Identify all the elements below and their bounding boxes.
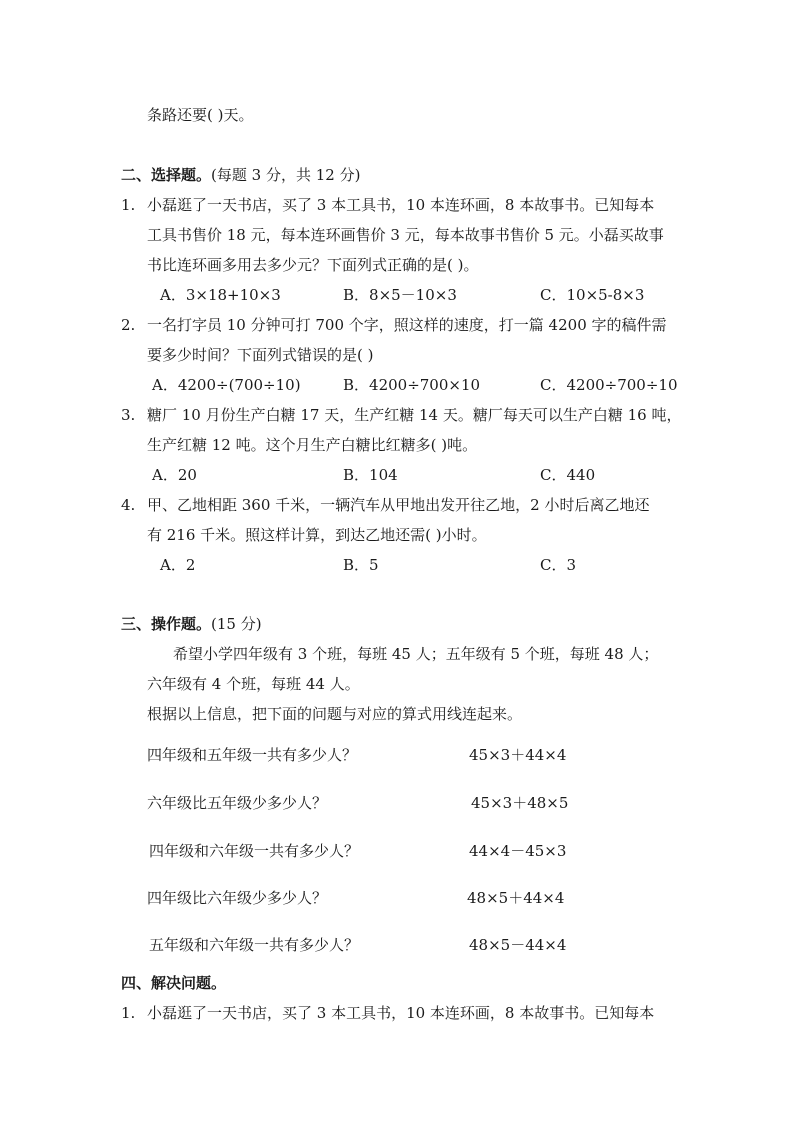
q2-number: 2. — [121, 316, 136, 334]
q1-line-2: 工具书售价 18 元，每本连环画售价 3 元，每本故事书售价 5 元。小磊买故事 — [147, 226, 664, 244]
q2-line-2: 要多少时间？下面列式错误的是( ) — [147, 346, 374, 364]
section2-title — [121, 165, 360, 185]
match-formula-2: 45×3＋48×5 — [471, 794, 569, 812]
section3-intro-2: 六年级有 4 个班，每班 44 人。 — [147, 675, 360, 693]
q4-option-b: B．5 — [343, 556, 379, 574]
match-formula-4: 48×5＋44×4 — [467, 889, 565, 907]
q2-option-c: C．4200÷700÷10 — [540, 376, 678, 394]
s4-q1-number: 1. — [121, 1004, 136, 1022]
section2-note: (每题 3 分，共 12 分) — [211, 166, 361, 184]
match-question-4: 四年级比六年级少多少人？ — [147, 889, 328, 907]
q3-option-b: B．104 — [343, 466, 398, 484]
q2-option-b: B．4200÷700×10 — [343, 376, 481, 394]
section4-heading: 四、解决问题。 — [121, 974, 227, 992]
s4-q1-line-1: 小磊逛了一天书店，买了 3 本工具书，10 本连环画，8 本故事书。已知每本 — [147, 1004, 655, 1022]
match-formula-1: 45×3＋44×4 — [469, 746, 567, 764]
match-formula-5: 48×5－44×4 — [469, 936, 567, 954]
q4-number: 4. — [121, 496, 136, 514]
q1-option-b: B．8×5－10×3 — [343, 286, 457, 304]
q3-line-2: 生产红糖 12 吨。这个月生产白糖比红糖多( )吨。 — [147, 436, 478, 454]
match-question-5: 五年级和六年级一共有多少人？ — [149, 936, 360, 954]
q1-line-1: 小磊逛了一天书店，买了 3 本工具书，10 本连环画，8 本故事书。已知每本 — [147, 196, 655, 214]
match-formula-3: 44×4－45×3 — [469, 842, 567, 860]
q1-number: 1. — [121, 196, 136, 214]
section3-note: (15 分) — [211, 615, 262, 633]
q4-line-2: 有 216 千米。照这样计算，到达乙地还需( )小时。 — [147, 526, 487, 544]
q2-line-1: 一名打字员 10 分钟可打 700 个字，照这样的速度，打一篇 4200 字的稿件需 — [147, 316, 667, 334]
q3-option-a: A．20 — [152, 466, 197, 484]
q2-option-a: A．4200÷(700÷10) — [152, 376, 301, 394]
section3-title — [121, 614, 262, 634]
q1-line-3: 书比连环画多用去多少元？下面列式正确的是( )。 — [147, 256, 479, 274]
match-question-3: 四年级和六年级一共有多少人？ — [149, 842, 360, 860]
q4-option-c: C．3 — [540, 556, 577, 574]
q4-option-a: A．2 — [160, 556, 196, 574]
section3-heading: 三、操作题。 — [121, 615, 212, 633]
q1-option-a: A．3×18+10×3 — [160, 286, 281, 304]
q4-line-1: 甲、乙地相距 360 千米，一辆汽车从甲地出发开往乙地，2 小时后离乙地还 — [147, 496, 650, 514]
q1-option-c: C．10×5-8×3 — [540, 286, 645, 304]
section2-heading: 二、选择题。 — [121, 166, 212, 184]
q3-number: 3. — [121, 406, 136, 424]
match-question-1: 四年级和五年级一共有多少人？ — [147, 746, 358, 764]
match-question-2: 六年级比五年级少多少人？ — [147, 794, 328, 812]
continuation-text: 条路还要( )天。 — [147, 106, 254, 124]
section3-instruction: 根据以上信息，把下面的问题与对应的算式用线连起来。 — [147, 705, 523, 723]
q3-option-c: C．440 — [540, 466, 596, 484]
section3-intro-1: 希望小学四年级有 3 个班，每班 45 人；五年级有 5 个班，每班 48 人； — [173, 645, 659, 663]
q3-line-1: 糖厂 10 月份生产白糖 17 天，生产红糖 14 天。糖厂每天可以生产白糖 16 吨， — [147, 406, 682, 424]
